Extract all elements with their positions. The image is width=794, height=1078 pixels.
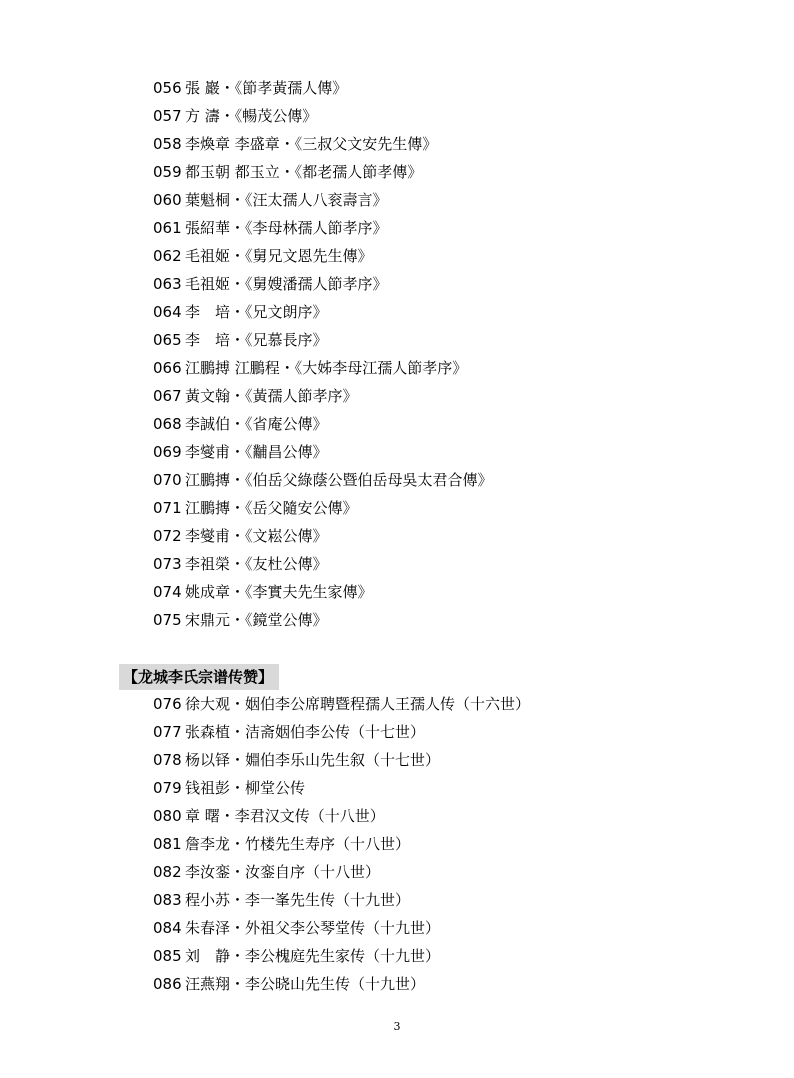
entry-number: 080 bbox=[153, 807, 182, 825]
list-item bbox=[153, 578, 493, 606]
list-item bbox=[153, 970, 530, 998]
list-item bbox=[153, 354, 493, 382]
list-item bbox=[153, 606, 493, 634]
list-item bbox=[153, 494, 493, 522]
entry-number: 061 bbox=[153, 219, 182, 237]
entry-text: 姚成章・《李實夫先生家傳》 bbox=[185, 583, 373, 601]
list-item bbox=[153, 858, 530, 886]
list-item bbox=[153, 382, 493, 410]
page-number: 3 bbox=[393, 1020, 401, 1033]
entry-number: 065 bbox=[153, 331, 182, 349]
entry-number: 078 bbox=[153, 751, 182, 769]
entry-number: 077 bbox=[153, 723, 182, 741]
section-heading: 【龙城李氏宗谱传赞】 bbox=[119, 664, 279, 690]
list-item bbox=[153, 886, 530, 914]
list-item bbox=[153, 942, 530, 970]
entry-number: 058 bbox=[153, 135, 182, 153]
entry-text: 李煥章 李盛章・《三叔父文安先生傳》 bbox=[185, 135, 438, 153]
entry-text: 汪燕翔・李公晓山先生传（十九世） bbox=[185, 975, 426, 993]
entry-text: 李汝銮・汝銮自序（十八世） bbox=[185, 863, 381, 881]
list-item bbox=[153, 242, 493, 270]
entry-list-simplified bbox=[153, 690, 530, 998]
entry-text: 徐大观・姻伯李公席聘暨程孺人王孺人传（十六世） bbox=[185, 695, 531, 713]
entry-number: 062 bbox=[153, 247, 182, 265]
list-item bbox=[153, 522, 493, 550]
entry-number: 084 bbox=[153, 919, 182, 937]
entry-number: 083 bbox=[153, 891, 182, 909]
entry-text: 都玉朝 都玉立・《都老孺人節孝傳》 bbox=[185, 163, 423, 181]
entry-number: 069 bbox=[153, 443, 182, 461]
entry-text: 江鵬摶・《岳父隨安公傳》 bbox=[185, 499, 358, 517]
entry-text: 黃文翰・《黃孺人節孝序》 bbox=[185, 387, 358, 405]
list-item bbox=[153, 214, 493, 242]
entry-text: 张森植・洁斋姻伯李公传（十七世） bbox=[185, 723, 426, 741]
list-item bbox=[153, 102, 493, 130]
entry-text: 毛祖姬・《舅嫂潘孺人節孝序》 bbox=[185, 275, 388, 293]
entry-number: 070 bbox=[153, 471, 182, 489]
entry-number: 085 bbox=[153, 947, 182, 965]
entry-list-traditional bbox=[153, 74, 493, 634]
entry-text: 章 曙・李君汉文传（十八世） bbox=[185, 807, 385, 825]
entry-number: 075 bbox=[153, 611, 182, 629]
entry-number: 060 bbox=[153, 191, 182, 209]
list-item bbox=[153, 914, 530, 942]
list-item bbox=[153, 830, 530, 858]
entry-number: 066 bbox=[153, 359, 182, 377]
entry-text: 杨以铎・婣伯李乐山先生叙（十七世） bbox=[185, 751, 441, 769]
entry-number: 079 bbox=[153, 779, 182, 797]
list-item bbox=[153, 438, 493, 466]
entry-text: 李燮甫・《黼昌公傳》 bbox=[185, 443, 328, 461]
entry-text: 李祖榮・《友杜公傳》 bbox=[185, 555, 328, 573]
entry-text: 刘 静・李公槐庭先生家传（十九世） bbox=[185, 947, 441, 965]
entry-text: 程小苏・李一峯先生传（十九世） bbox=[185, 891, 411, 909]
entry-text: 宋鼎元・《鏡堂公傳》 bbox=[185, 611, 328, 629]
list-item bbox=[153, 466, 493, 494]
list-item bbox=[153, 74, 493, 102]
entry-text: 江鵬摶・《伯岳父綠蔭公暨伯岳母吳太君合傳》 bbox=[185, 471, 493, 489]
entry-number: 067 bbox=[153, 387, 182, 405]
list-item bbox=[153, 326, 493, 354]
entry-number: 057 bbox=[153, 107, 182, 125]
entry-number: 068 bbox=[153, 415, 182, 433]
entry-text: 葉魁桐・《汪太孺人八衮壽言》 bbox=[185, 191, 388, 209]
list-item bbox=[153, 746, 530, 774]
entry-number: 076 bbox=[153, 695, 182, 713]
entry-text: 江鵬搏 江鵬程・《大姊李母江孺人節孝序》 bbox=[185, 359, 468, 377]
entry-text: 方 濤・《暢茂公傳》 bbox=[185, 107, 318, 125]
list-item bbox=[153, 186, 493, 214]
list-item bbox=[153, 158, 493, 186]
list-item bbox=[153, 298, 493, 326]
list-item bbox=[153, 130, 493, 158]
entry-text: 張 巖・《節孝黃孺人傳》 bbox=[185, 79, 348, 97]
list-item bbox=[153, 270, 493, 298]
list-item bbox=[153, 718, 530, 746]
entry-number: 082 bbox=[153, 863, 182, 881]
entry-number: 072 bbox=[153, 527, 182, 545]
entry-number: 081 bbox=[153, 835, 182, 853]
entry-text: 朱春泽・外祖父李公琴堂传（十九世） bbox=[185, 919, 441, 937]
entry-number: 074 bbox=[153, 583, 182, 601]
entry-text: 李誠伯・《省庵公傳》 bbox=[185, 415, 328, 433]
entry-text: 李燮甫・《文崧公傳》 bbox=[185, 527, 328, 545]
list-item bbox=[153, 410, 493, 438]
entry-text: 钱祖彭・柳堂公传 bbox=[185, 779, 306, 797]
entry-number: 086 bbox=[153, 975, 182, 993]
list-item bbox=[153, 802, 530, 830]
entry-text: 李 培・《兄文朗序》 bbox=[185, 303, 328, 321]
entry-text: 詹李龙・竹楼先生寿序（十八世） bbox=[185, 835, 411, 853]
entry-text: 李 培・《兄慕長序》 bbox=[185, 331, 328, 349]
list-item bbox=[153, 774, 530, 802]
list-item bbox=[153, 690, 530, 718]
entry-number: 063 bbox=[153, 275, 182, 293]
entry-number: 059 bbox=[153, 163, 182, 181]
entry-number: 071 bbox=[153, 499, 182, 517]
entry-number: 056 bbox=[153, 79, 182, 97]
list-item bbox=[153, 550, 493, 578]
entry-text: 毛祖姬・《舅兄文恩先生傳》 bbox=[185, 247, 373, 265]
entry-number: 064 bbox=[153, 303, 182, 321]
entry-text: 張紹華・《李母林孺人節孝序》 bbox=[185, 219, 388, 237]
entry-number: 073 bbox=[153, 555, 182, 573]
